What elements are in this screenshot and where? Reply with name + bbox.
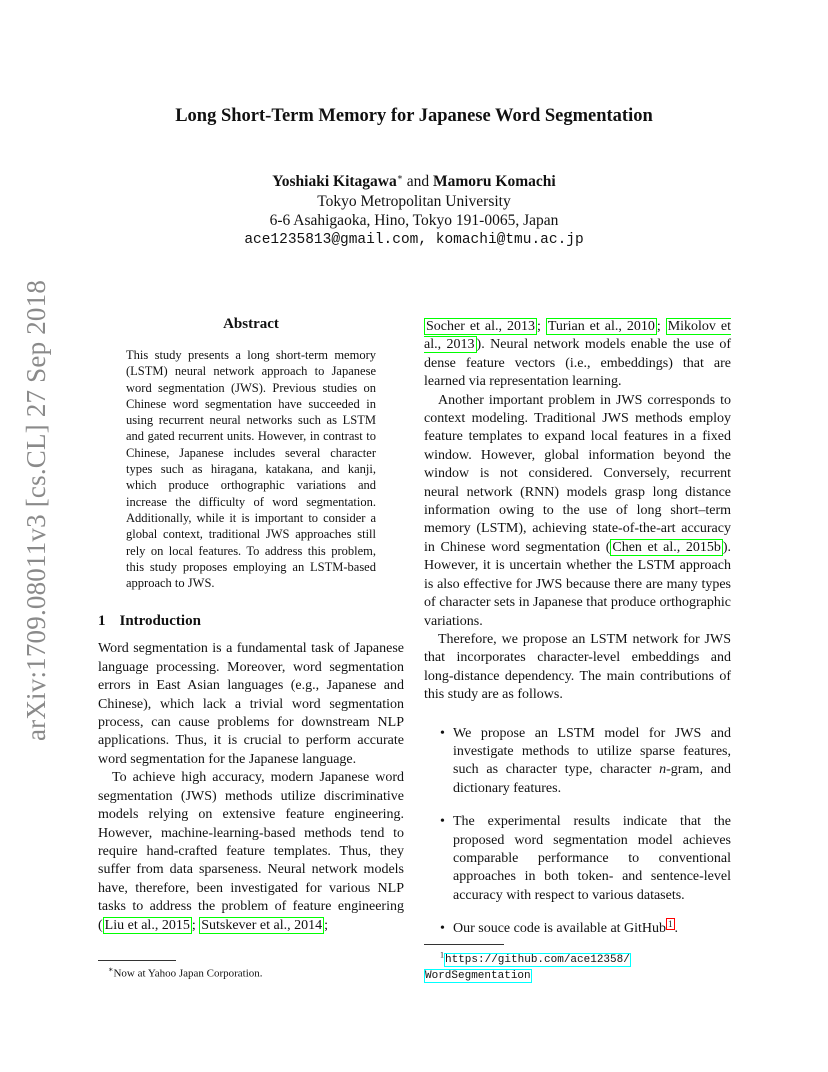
bullet-icon: •	[440, 725, 445, 741]
contribution-1-text: We propose an LSTM model for JWS and investigate methods to utilize sparse features, such as character type, character	[453, 725, 731, 778]
intro-paragraph-2	[98, 769, 404, 935]
intro-paragraph-3-end: ). However, it is uncertain whether the LSTM approach is also effective for JWS because there are many types of character sets in Japanese that produce orthographic variations.	[424, 539, 731, 629]
footnote-rule-left	[98, 960, 176, 961]
author-emails: ace1235813@gmail.com, komachi@tmu.ac.jp	[244, 231, 584, 248]
intro-paragraph-4: Therefore, we propose an LSTM network for JWS that incorporates character-level embeddings and long-distance dependency. The main contributions of this study are as follows.	[424, 631, 731, 703]
contribution-item	[424, 813, 731, 905]
intro-paragraph-1: Word segmentation is a fundamental task of Japanese language processing. Moreover, word segmentation errors in East Asian languages (e.g., Japanese and Chinese), which lack a trivial word segmentation process, can cause problems for downstream NLP applications. Thus, it is crucial to perform accurate word segmentation for the Japanese language.	[98, 641, 404, 767]
contribution-3-text: Our souce code is available at GitHub	[453, 921, 667, 937]
citation-separator: ;	[191, 917, 200, 933]
github-url-link-part-1[interactable]: https://github.com/ace12358/	[445, 953, 630, 966]
contribution-item	[424, 920, 731, 938]
section-heading-introduction	[98, 613, 404, 630]
author-and: and	[406, 173, 430, 191]
author-names	[0, 168, 828, 192]
citation-socher-2013[interactable]: Socher et al., 2013	[426, 319, 535, 334]
author-block	[0, 168, 828, 250]
citation-liu-2015[interactable]: Liu et al., 2015	[104, 917, 190, 933]
footnote-rule-right	[424, 944, 504, 945]
abstract-text: This study presents a long short-term memory (LSTM) neural network approach to Japanese word segmentation (JWS). Previous studies on Chinese word segmentation have succeeded in using recurrent neural networks such as LSTM and gated recurrent units. However, in contrast to Chinese, Japanese includes several character types such as hiragana, katakana, and kanji, which produce orthographic variations and increase the difficulty of word segmentation. Additionally, while it is important to consider a global context, traditional JWS approaches still rely on local features. To address this problem, this study proposes employing an LSTM-based approach to JWS.	[126, 348, 376, 591]
citation-mikolov-2013[interactable]: Mikolov et al., 2013	[424, 319, 732, 353]
paper-title: Long Short-Term Memory for Japanese Word Segmentation	[175, 106, 653, 126]
footnote-github-url	[424, 947, 734, 984]
right-column	[424, 318, 731, 954]
citation-separator: ;	[537, 319, 546, 334]
citation-separator: ;	[656, 319, 666, 334]
footnote-mark: 1	[440, 950, 444, 959]
section-title: Introduction	[119, 613, 201, 630]
bullet-icon: •	[440, 814, 445, 830]
abstract-heading: Abstract	[223, 316, 279, 332]
left-column	[98, 316, 404, 935]
contributions-list	[424, 725, 731, 939]
contribution-1-text-end: -gram, and dictionary features.	[453, 762, 731, 796]
bullet-icon: •	[440, 921, 445, 937]
citation-separator: ;	[324, 917, 329, 933]
arxiv-identifier-stamp	[14, 200, 60, 820]
intro-paragraph-2-continued	[424, 318, 731, 392]
affiliation: Tokyo Metropolitan University	[317, 192, 511, 210]
intro-paragraph-3	[424, 392, 731, 631]
intro-paragraph-2-text: To achieve high accuracy, modern Japanese word segmentation (JWS) methods utilize discriminative models relying on extensive feature engineering. However, machine-learning-based methods tend to require hand-crafted feature templates. Thus, they suffer from data sparseness. Neural network models have, therefore, been investigated for various NLP tasks to address the problem of feature engineering (	[98, 770, 404, 933]
contribution-2-text: The experimental results indicate that the proposed word segmentation model achieves comparable performance to conventional approaches in both token- and sentence-level accuracy with respect to various datasets.	[453, 814, 731, 903]
footnote-1-link[interactable]: 1	[668, 918, 673, 929]
author-1-footnote-mark: ∗	[396, 172, 403, 182]
contribution-3-end: .	[674, 921, 679, 937]
arxiv-stamp-text: arXiv:1709.08011v3 [cs.CL] 27 Sep 2018	[21, 279, 52, 741]
footnote-affiliation	[108, 965, 263, 980]
github-url-link-part-2[interactable]: WordSegmentation	[425, 969, 531, 982]
author-2-name: Mamoru Komachi	[433, 173, 556, 191]
footnote-mark: ∗	[108, 965, 114, 974]
address: 6-6 Asahigaoka, Hino, Tokyo 191-0065, Japan	[269, 212, 559, 230]
intro-paragraph-2-end: ). Neural network models enable the use of dense feature vectors (i.e., embeddings) that are learned via representation learning.	[424, 337, 731, 390]
citation-sutskever-2014[interactable]: Sutskever et al., 2014	[201, 917, 323, 933]
section-number: 1	[98, 613, 106, 630]
intro-paragraph-3-text: Another important problem in JWS corresponds to context modeling. Traditional JWS methods employ feature templates to expand local features in a fixed window. However, global information beyond the window is not considered. Conversely, recurrent neural network (RNN) models grasp long distance information owing to the use of long short–term memory (LSTM), achieving state-of-the-art accuracy in Chinese word segmentation (	[424, 392, 731, 555]
footnote-text: Now at Yahoo Japan Corporation.	[113, 967, 263, 980]
author-1-name: Yoshiaki Kitagawa	[272, 173, 397, 191]
citation-turian-2010[interactable]: Turian et al., 2010	[547, 319, 655, 334]
contribution-1-n: n	[659, 762, 667, 778]
citation-chen-2015b[interactable]: Chen et al., 2015b	[612, 539, 721, 555]
contribution-item	[424, 725, 731, 799]
